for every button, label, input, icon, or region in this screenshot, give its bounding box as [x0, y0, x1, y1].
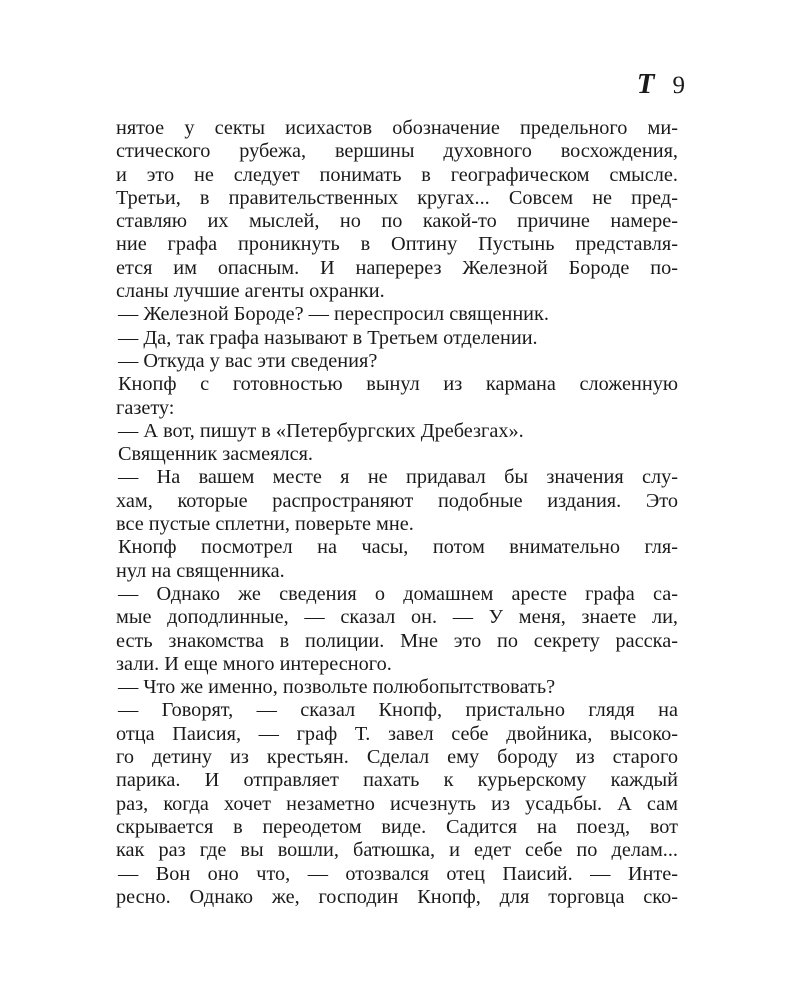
text-line: — На вашем месте я не придавал бы значения слу-	[118, 466, 678, 489]
text-line: Кнопф посмотрел на часы, потом внимательно гля-	[118, 536, 678, 559]
text-line: стического рубежа, вершины духовного восхождения,	[116, 140, 678, 163]
text-line: ресно. Однако же, господин Кнопф, для торговца ско-	[116, 885, 678, 908]
text-line: сланы лучшие агенты охранки.	[116, 280, 385, 303]
text-line: Третьи, в правительственных кругах... Совсем не пред-	[116, 186, 678, 209]
text-line: — Говорят, — сказал Кнопф, пристально глядя на	[118, 699, 678, 722]
text-line: — Откуда у вас эти сведения?	[118, 349, 378, 372]
text-line: отца Паисия, — граф Т. завел себе двойника, высоко-	[116, 722, 678, 745]
text-line: газету:	[116, 396, 175, 419]
text-line: нул на священника.	[116, 559, 285, 582]
text-line: — Однако же сведения о домашнем аресте графа са-	[118, 582, 678, 605]
text-line: все пустые сплетни, поверьте мне.	[116, 513, 414, 536]
running-title: T	[636, 68, 655, 100]
page-number: 9	[672, 72, 685, 99]
text-line: Кнопф с готовностью вынул из кармана сложенную	[118, 373, 678, 396]
running-header	[575, 68, 685, 102]
text-line: хам, которые распространяют подобные издания. Это	[116, 489, 678, 512]
text-line: ние графа проникнуть в Оптину Пустынь представля-	[116, 233, 678, 256]
text-line: — Да, так графа называют в Третьем отделении.	[118, 326, 538, 349]
text-line: есть знакомства в полиции. Мне это по секрету расска-	[116, 629, 678, 652]
text-line: ется им опасным. И наперерез Железной Бороде по-	[116, 256, 678, 279]
text-line: — Вон оно что, — отозвался отец Паисий. — Инте-	[118, 862, 678, 885]
text-line: как раз где вы вошли, батюшка, и едет себе по делам...	[116, 839, 678, 862]
text-line: скрывается в переодетом виде. Садится на поезд, вот	[116, 815, 678, 838]
text-line: мые доподлинные, — сказал он. — У меня, знаете ли,	[116, 606, 678, 629]
text-line: — Железной Бороде? — переспросил священник.	[118, 303, 549, 326]
text-line: Священник засмеялся.	[118, 443, 313, 466]
text-line: го детину из крестьян. Сделал ему бороду из старого	[116, 746, 678, 769]
text-line: — Что же именно, позвольте полюбопытствовать?	[118, 676, 556, 699]
text-line: парика. И отправляет пахать к курьерскому каждый	[116, 769, 678, 792]
text-line: зали. И еще много интересного.	[116, 652, 392, 675]
text-line: раз, когда хочет незаметно исчезнуть из усадьбы. А сам	[116, 792, 678, 815]
text-line: ставляю их мыслей, но по какой-то причине намере-	[116, 210, 678, 233]
text-line: и это не следует понимать в географическом смысле.	[116, 163, 678, 186]
text-line: — А вот, пишут в «Петербургских Дребезгах».	[118, 419, 524, 442]
body-text	[116, 117, 678, 909]
text-line: нятое у секты исихастов обозначение предельного ми-	[116, 117, 678, 139]
